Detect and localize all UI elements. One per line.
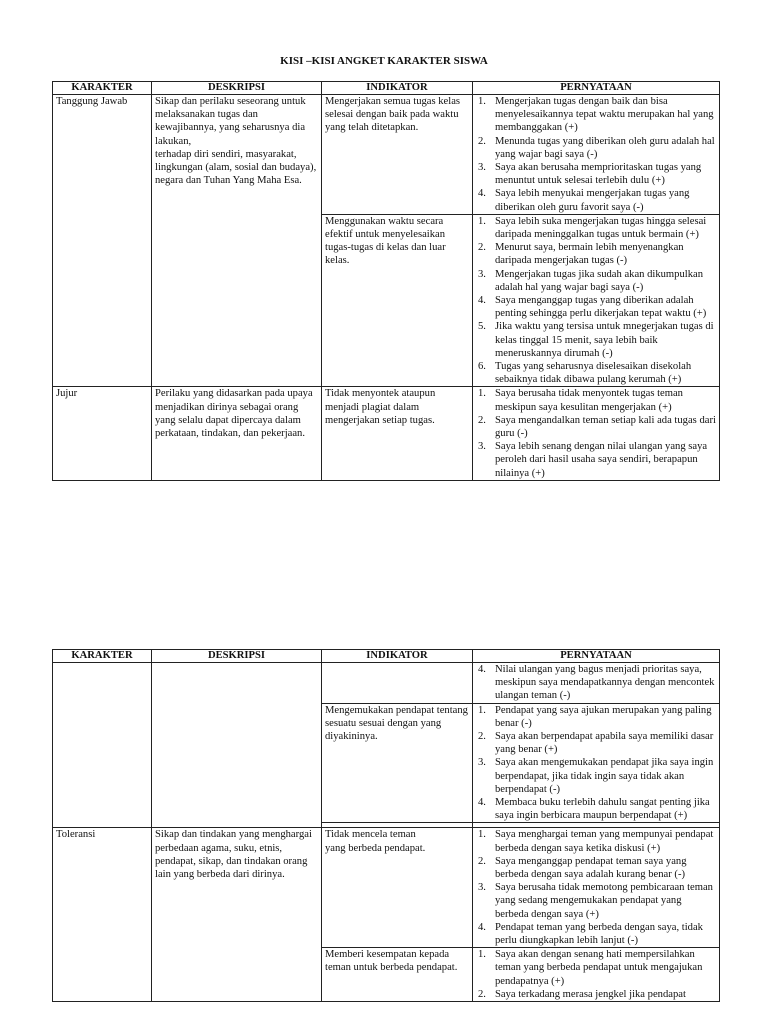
statement-number: 5.	[478, 321, 486, 333]
indikator-text: Mengemukakan pendapat tentang sesuatu sesuai dengan yang diyakininya.	[325, 704, 468, 743]
statement-item	[476, 921, 716, 947]
statement-item	[476, 268, 716, 294]
statement-number: 2.	[478, 414, 486, 426]
karakter-text: Tanggung Jawab	[56, 96, 128, 107]
indikator-text: Menggunakan waktu secara efektif untuk menyelesaikan tugas-tugas di kelas dan luar kelas.	[325, 215, 446, 267]
statement-item	[476, 704, 716, 730]
document-title: KISI –KISI ANGKET KARAKTER SISWA	[280, 55, 488, 67]
statement-number: 1.	[478, 96, 486, 107]
statement-text: Mengerjakan tugas dengan baik dan bisa menyelesaikannya tepat waktu merupakan hal yang membanggakan (+)	[495, 96, 714, 134]
statement-number: 2.	[478, 855, 486, 867]
pernyataan-cell	[473, 703, 720, 823]
statement-number: 2.	[478, 135, 486, 147]
statement-number: 4.	[478, 797, 486, 809]
statement-number: 3.	[478, 882, 486, 894]
pernyataan-cell	[473, 387, 720, 480]
table-row	[53, 663, 720, 704]
table-row	[53, 95, 720, 215]
statement-number: 4.	[478, 921, 486, 933]
statement-number: 1.	[478, 949, 486, 961]
indikator-cell	[322, 95, 473, 215]
statement-item	[476, 135, 716, 161]
deskripsi-text: Sikap dan tindakan yang menghargai perbedaan agama, suku, etnis, pendapat, sikap, dan tindakan orang lain yang berbeda dari dirinya.	[155, 829, 312, 881]
indikator-cell	[322, 387, 473, 480]
header-indikator: INDIKATOR	[322, 82, 473, 95]
karakter-cell	[53, 387, 152, 480]
statement-item	[476, 294, 716, 320]
statement-number: 2.	[478, 242, 486, 254]
statement-number: 3.	[478, 757, 486, 769]
statement-item	[476, 855, 716, 881]
statement-item	[476, 215, 716, 241]
pernyataan-list	[476, 95, 716, 214]
statement-item	[476, 730, 716, 756]
statement-text: Saya akan berpendapat apabila saya memiliki dasar yang benar (+)	[495, 731, 714, 756]
statement-number: 1.	[478, 829, 486, 841]
statement-text: Saya lebih suka mengerjakan tugas hingga selesai daripada meninggalkan tugas untuk bermain (+)	[495, 215, 707, 241]
statement-item	[476, 440, 716, 480]
deskripsi-text: Perilaku yang didasarkan pada upaya menjadikan dirinya sebagai orang yang selalu dapat dipercaya dalam perkataan, tindakan, dan pekerjaan.	[155, 388, 313, 440]
pernyataan-cell	[473, 214, 720, 387]
statement-number: 1.	[478, 388, 486, 400]
statement-text: Saya menghargai teman yang mempunyai pendapat berbeda dengan saya ketika diskusi (+)	[495, 829, 714, 854]
karakter-cell	[53, 95, 152, 387]
statement-text: Pendapat teman yang berbeda dengan saya, tidak perlu diungkapkan lebih lanjut (-)	[495, 921, 703, 947]
karakter-text: Jujur	[56, 388, 78, 400]
kisi-table-1	[52, 81, 720, 481]
table-header-row	[53, 82, 720, 95]
deskripsi-cell	[152, 387, 322, 480]
statement-number: 2.	[478, 731, 486, 743]
pernyataan-list	[476, 215, 716, 387]
indikator-text: Tidak mencela teman yang berbeda pendapat.	[325, 829, 426, 854]
pernyataan-cell	[473, 828, 720, 948]
pernyataan-list	[476, 663, 716, 703]
karakter-text: Toleransi	[56, 829, 96, 841]
pernyataan-list	[476, 704, 716, 823]
statement-item	[476, 360, 716, 386]
statement-item	[476, 663, 716, 703]
pernyataan-cell	[473, 948, 720, 1002]
indikator-text: Tidak menyontek ataupun menjadi plagiat dalam mengerjakan setiap tugas.	[325, 388, 436, 426]
indikator-text: Memberi kesempatan kepada teman untuk berbeda pendapat.	[325, 949, 458, 974]
header-pernyataan: PERNYATAAN	[473, 82, 720, 95]
statement-text: Pendapat yang saya ajukan merupakan yang paling benar (-)	[495, 704, 712, 729]
kisi-table-2	[52, 649, 720, 1002]
statement-text: Saya lebih senang dengan nilai ulangan yang saya peroleh dari hasil usaha saya sendiri, berapapun nilainya (+)	[495, 441, 708, 479]
deskripsi-text: Sikap dan perilaku seseorang untuk melaksanakan tugas dan kewajibannya, yang seharusnya dia lakukan, terhadap diri sendiri, masyarakat, lingkungan (alam, sosial dan budaya), negara dan Tuhan Yang Maha Esa.	[155, 96, 317, 187]
pernyataan-cell	[473, 663, 720, 704]
statement-item	[476, 241, 716, 267]
header-karakter: KARAKTER	[53, 82, 152, 95]
statement-number: 3.	[478, 441, 486, 453]
statement-item	[476, 95, 716, 135]
pernyataan-list	[476, 387, 716, 479]
table-row	[53, 828, 720, 948]
statement-item	[476, 988, 716, 1001]
statement-text: Jika waktu yang tersisa untuk mnegerjakan tugas di kelas tinggal 15 menit, saya lebih baik meneruskannya dirumah (-)	[495, 321, 714, 359]
statement-text: Mengerjakan tugas jika sudah akan dikumpulkan adalah hal yang wajar bagi saya (-)	[495, 268, 703, 293]
header-pernyataan: PERNYATAAN	[473, 650, 720, 663]
header-deskripsi: DESKRIPSI	[152, 650, 322, 663]
statement-item	[476, 414, 716, 440]
statement-item	[476, 881, 716, 921]
statement-text: Saya terkadang merasa jengkel jika pendapat	[495, 988, 686, 1000]
statement-text: Saya menganggap pendapat teman saya yang berbeda dengan saya adalah kurang benar (-)	[495, 855, 687, 881]
statement-number: 1.	[478, 215, 486, 227]
karakter-cell	[53, 663, 152, 828]
pernyataan-cell	[473, 95, 720, 215]
statement-text: Saya berusaha tidak menyontek tugas teman meskipun saya kesulitan mengerjakan (+)	[495, 388, 683, 413]
indikator-cell	[322, 948, 473, 1002]
pernyataan-list	[476, 828, 716, 947]
statement-number: 4.	[478, 295, 486, 307]
statement-item	[476, 796, 716, 822]
karakter-cell	[53, 828, 152, 1002]
indikator-text: Mengerjakan semua tugas kelas selesai dengan baik pada waktu yang telah ditetapkan.	[325, 96, 461, 134]
indikator-cell	[322, 214, 473, 387]
statement-number: 1.	[478, 704, 486, 716]
header-deskripsi: DESKRIPSI	[152, 82, 322, 95]
statement-text: Saya mengandalkan teman setiap kali ada tugas dari guru (-)	[495, 414, 716, 440]
statement-text: Saya akan berusaha memprioritaskan tugas yang menuntut untuk selesai terlebih dulu (+)	[495, 162, 702, 187]
statement-text: Saya menganggap tugas yang diberikan adalah penting sehingga perlu dikerjakan tepat waktu (+)	[495, 295, 707, 320]
indikator-cell	[322, 828, 473, 948]
statement-text: Saya lebih menyukai mengerjakan tugas yang diberikan oleh guru favorit saya (-)	[495, 188, 690, 213]
statement-number: 3.	[478, 162, 486, 174]
deskripsi-cell	[152, 663, 322, 828]
statement-number: 4.	[478, 664, 486, 675]
deskripsi-cell	[152, 828, 322, 1002]
statement-text: Saya berusaha tidak memotong pembicaraan teman yang sedang mengemukakan pendapat yang berbeda dengan saya (+)	[495, 882, 713, 920]
statement-number: 6.	[478, 361, 486, 373]
pernyataan-list	[476, 948, 716, 1001]
header-karakter: KARAKTER	[53, 650, 152, 663]
statement-item	[476, 320, 716, 360]
indikator-cell	[322, 703, 473, 823]
header-indikator: INDIKATOR	[322, 650, 473, 663]
statement-number: 2.	[478, 988, 486, 1000]
statement-number: 4.	[478, 188, 486, 200]
statement-text: Saya akan mengemukakan pendapat jika saya ingin berpendapat, jika tidak ingin saya tidak akan berpendapat (-)	[495, 757, 714, 795]
statement-item	[476, 948, 716, 988]
statement-item	[476, 756, 716, 796]
statement-item	[476, 187, 716, 213]
statement-text: Nilai ulangan yang bagus menjadi prioritas saya, meskipun saya mendapatkannya dengan mencontek ulangan teman (-)	[495, 664, 715, 702]
statement-item	[476, 828, 716, 854]
statement-text: Tugas yang seharusnya diselesaikan disekolah sebaiknya tidak dibawa pulang kerumah (+)	[495, 361, 692, 386]
statement-item	[476, 387, 716, 413]
table-row	[53, 387, 720, 480]
table-header-row	[53, 650, 720, 663]
statement-text: Membaca buku terlebih dahulu sangat penting jika saya ingin berbicara maupun berpendapat (+)	[495, 797, 710, 822]
statement-item	[476, 161, 716, 187]
statement-text: Saya akan dengan senang hati mempersilahkan teman yang berbeda pendapat untuk mengajukan pendapatnya (+)	[495, 949, 703, 987]
deskripsi-cell	[152, 95, 322, 387]
statement-number: 3.	[478, 268, 486, 280]
indikator-cell	[322, 663, 473, 704]
statement-text: Menunda tugas yang diberikan oleh guru adalah hal yang wajar bagi saya (-)	[495, 135, 715, 160]
statement-text: Menurut saya, bermain lebih menyenangkan daripada mengerjakan tugas (-)	[495, 242, 684, 267]
